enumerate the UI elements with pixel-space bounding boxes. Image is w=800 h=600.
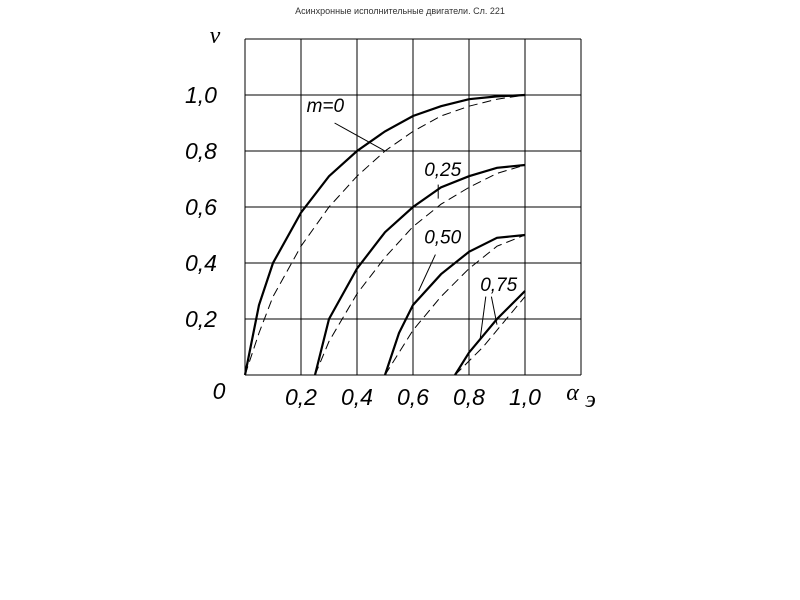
series-curve-solid (455, 291, 525, 375)
series-label-leader (419, 255, 436, 291)
series-curve-solid (245, 95, 525, 375)
x-axis-label: α (566, 380, 579, 406)
page-header: Асинхронные исполнительные двигатели. Сл. 221 (295, 6, 505, 16)
chart-labels (185, 23, 596, 413)
x-axis-label-subscript: э (585, 387, 596, 413)
series-curve-solid (315, 165, 525, 375)
series-curve-dashed (245, 95, 525, 375)
y-tick-label: 0,8 (185, 138, 217, 164)
y-tick-label: 0,4 (185, 250, 217, 276)
series-curve-dashed (385, 235, 525, 375)
x-tick-label: 0,6 (397, 384, 429, 410)
x-tick-label: 0,8 (453, 384, 485, 410)
x-tick-label: 0,2 (285, 384, 317, 410)
x-tick-label: 0,4 (341, 384, 373, 410)
x-tick-label: 1,0 (509, 384, 541, 410)
y-tick-label: 0,6 (185, 194, 217, 220)
series-label-leader (491, 297, 497, 325)
series-label: 0,50 (424, 227, 462, 249)
y-tick-label: 1,0 (185, 82, 217, 108)
y-tick-label: 0,2 (185, 306, 217, 332)
y-axis-label: ν (209, 23, 221, 49)
series-label: 0,25 (424, 160, 462, 182)
series-label: m=0 (306, 95, 345, 117)
series-curve-dashed (455, 297, 525, 375)
series-label: 0,75 (480, 275, 518, 296)
origin-label: 0 (212, 378, 226, 404)
series-curve-dashed (315, 165, 525, 375)
chart-curves (245, 95, 525, 375)
series-curve-solid (385, 235, 525, 375)
